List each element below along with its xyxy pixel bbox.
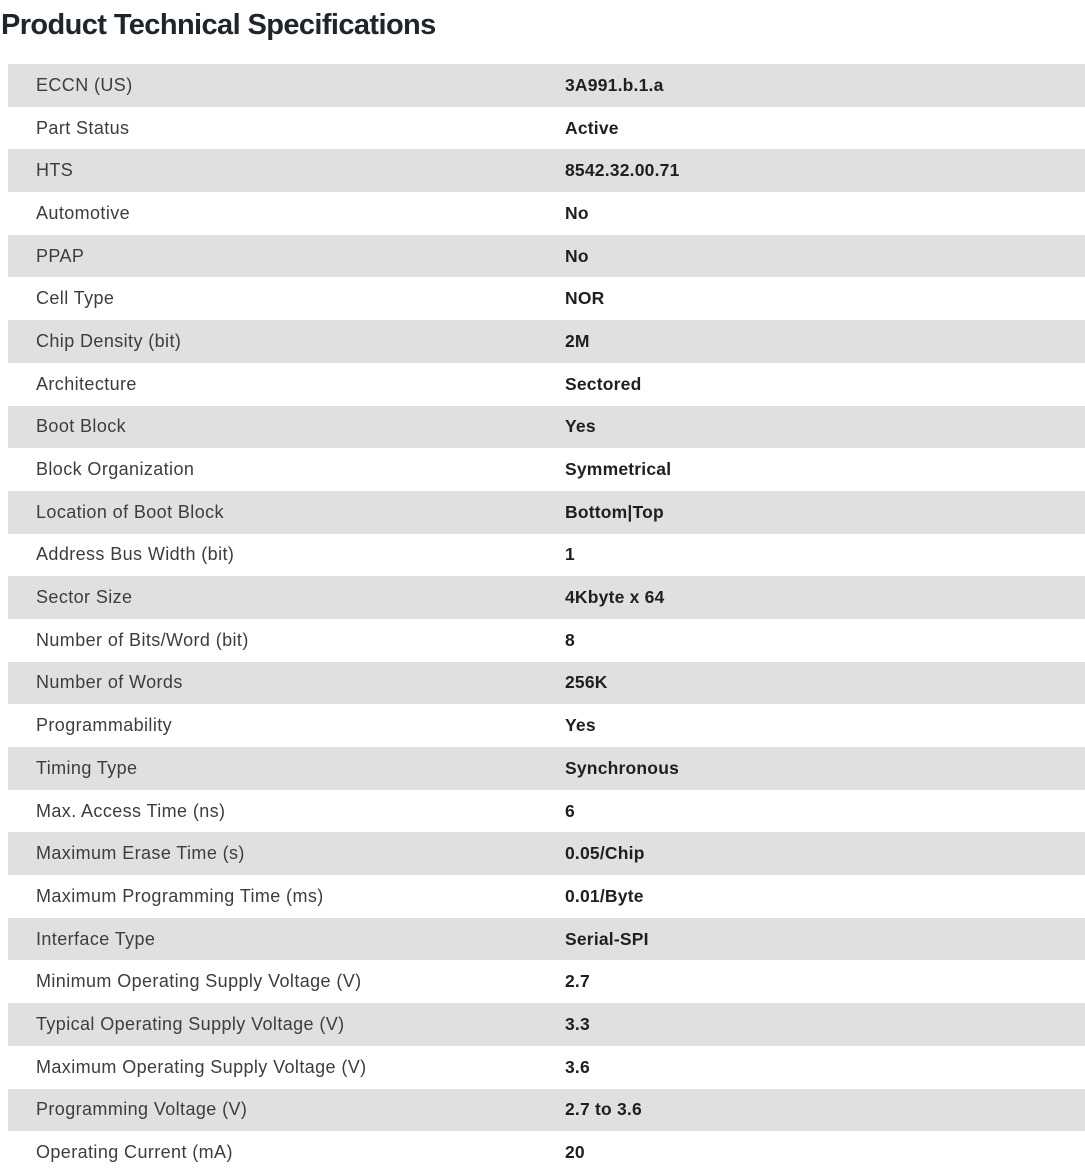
spec-value: 8 <box>565 629 575 650</box>
spec-row-address-bus-width-bit <box>8 534 1085 577</box>
spec-label: Location of Boot Block <box>36 501 224 522</box>
spec-row-architecture <box>8 363 1085 406</box>
spec-value: Bottom|Top <box>565 501 664 522</box>
spec-value: 20 <box>565 1142 585 1163</box>
spec-value: NOR <box>565 288 605 309</box>
spec-row-minimum-operating-supply-voltage-v <box>8 960 1085 1003</box>
spec-value: 2.7 <box>565 971 590 992</box>
spec-label: Part Status <box>36 117 130 138</box>
spec-label: Architecture <box>36 373 137 394</box>
spec-value: 4Kbyte x 64 <box>565 587 665 608</box>
spec-row-part-status <box>8 107 1085 150</box>
spec-row-operating-current-ma <box>8 1131 1085 1174</box>
spec-value: 256K <box>565 672 608 693</box>
spec-value: No <box>565 202 589 223</box>
spec-row-number-of-bits-word-bit <box>8 619 1085 662</box>
spec-label: Address Bus Width (bit) <box>36 544 235 565</box>
spec-table <box>0 64 1085 1174</box>
spec-row-max-access-time-ns <box>8 790 1085 833</box>
spec-row-programming-voltage-v <box>8 1089 1085 1132</box>
spec-value: 2M <box>565 330 590 351</box>
spec-label: PPAP <box>36 245 85 266</box>
spec-label: Automotive <box>36 202 131 223</box>
spec-row-number-of-words <box>8 662 1085 705</box>
spec-value: 2.7 to 3.6 <box>565 1099 642 1120</box>
spec-label: Block Organization <box>36 459 195 480</box>
spec-row-chip-density-bit <box>8 320 1085 363</box>
spec-row-maximum-erase-time-s <box>8 832 1085 875</box>
spec-value: 6 <box>565 800 575 821</box>
spec-row-boot-block <box>8 406 1085 449</box>
spec-value: 0.05/Chip <box>565 843 645 864</box>
spec-row-timing-type <box>8 747 1085 790</box>
spec-label: Sector Size <box>36 587 133 608</box>
spec-value: No <box>565 245 589 266</box>
spec-label: Maximum Erase Time (s) <box>36 843 245 864</box>
spec-label: Timing Type <box>36 757 138 778</box>
spec-value: Yes <box>565 715 596 736</box>
spec-label: Maximum Programming Time (ms) <box>36 885 324 906</box>
spec-row-maximum-operating-supply-voltage-v <box>8 1046 1085 1089</box>
spec-label: Operating Current (mA) <box>36 1142 233 1163</box>
spec-label: Minimum Operating Supply Voltage (V) <box>36 971 362 992</box>
spec-row-ppap <box>8 235 1085 278</box>
spec-value: Active <box>565 117 619 138</box>
spec-row-typical-operating-supply-voltage-v <box>8 1003 1085 1046</box>
spec-value: Yes <box>565 416 596 437</box>
spec-value: 8542.32.00.71 <box>565 160 680 181</box>
spec-label: HTS <box>36 160 74 181</box>
spec-value: 3.3 <box>565 1013 590 1034</box>
spec-row-block-organization <box>8 448 1085 491</box>
spec-value: 3A991.b.1.a <box>565 74 664 95</box>
spec-row-automotive <box>8 192 1085 235</box>
spec-label: Interface Type <box>36 928 156 949</box>
spec-row-maximum-programming-time-ms <box>8 875 1085 918</box>
spec-label: Boot Block <box>36 416 127 437</box>
spec-row-cell-type <box>8 277 1085 320</box>
spec-value: Synchronous <box>565 757 680 778</box>
spec-row-eccn-us <box>8 64 1085 107</box>
spec-label: Max. Access Time (ns) <box>36 800 226 821</box>
spec-value: Serial-SPI <box>565 928 649 949</box>
spec-row-programmability <box>8 704 1085 747</box>
spec-label: Number of Bits/Word (bit) <box>36 629 249 650</box>
spec-value: 3.6 <box>565 1056 590 1077</box>
spec-label: Cell Type <box>36 288 115 309</box>
page-title: Product Technical Specifications <box>1 9 436 41</box>
spec-row-sector-size <box>8 576 1085 619</box>
spec-row-interface-type <box>8 918 1085 961</box>
spec-label: Number of Words <box>36 672 183 693</box>
spec-label: Maximum Operating Supply Voltage (V) <box>36 1056 367 1077</box>
spec-label: Typical Operating Supply Voltage (V) <box>36 1013 345 1034</box>
spec-row-location-of-boot-block <box>8 491 1085 534</box>
spec-label: Programmability <box>36 715 173 736</box>
spec-value: Symmetrical <box>565 459 672 480</box>
spec-label: Programming Voltage (V) <box>36 1099 248 1120</box>
spec-value: 1 <box>565 544 575 565</box>
spec-label: Chip Density (bit) <box>36 330 182 351</box>
spec-label: ECCN (US) <box>36 74 133 95</box>
spec-row-hts <box>8 149 1085 192</box>
spec-value: Sectored <box>565 373 642 394</box>
spec-value: 0.01/Byte <box>565 885 644 906</box>
